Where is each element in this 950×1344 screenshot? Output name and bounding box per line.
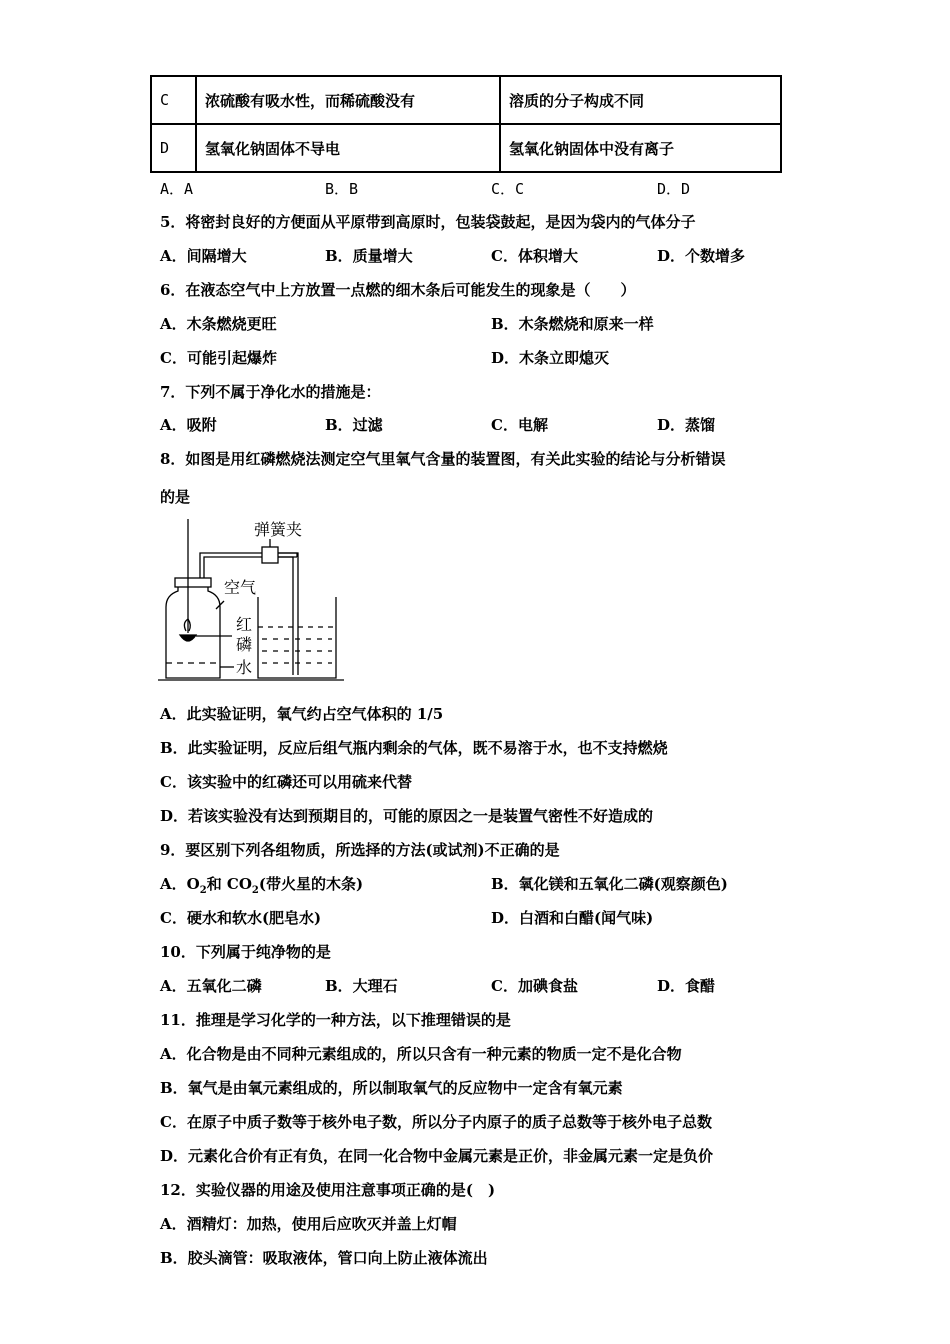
table-row (151, 76, 781, 124)
q8-option-d: D．若该实验没有达到预期目的，可能的原因之一是装置气密性不好造成的 (160, 807, 654, 825)
air-label: 空气 (224, 580, 257, 597)
phosphorus-label-2: 磷 (236, 637, 253, 654)
q6-stem: 6．在液态空气中上方放置一点燃的细木条后可能发生的现象是（ ） (160, 281, 636, 299)
q10-stem: 10．下列属于纯净物的是 (160, 943, 331, 961)
q6-option-a: A．木条燃烧更旺 (160, 315, 277, 333)
row-reason: 氢氧化钠固体中没有离子 (500, 124, 781, 172)
q11-option-b: B．氧气是由氧元素组成的，所以制取氧气的反应物中一定含有氧元素 (160, 1079, 623, 1097)
q4-option-c: C．C (491, 180, 525, 198)
spring-clamp (262, 547, 278, 563)
q5-option-c: C．体积增大 (491, 247, 578, 265)
q7-stem: 7．下列不属于净化水的措施是： (160, 383, 381, 401)
q9-a-subscript: 2 (251, 885, 259, 896)
q12-option-a: A．酒精灯：加热，使用后应吹灭并盖上灯帽 (160, 1215, 457, 1233)
q10-option-d: D．食醋 (657, 977, 716, 995)
row-fact: 氢氧化钠固体不导电 (196, 124, 500, 172)
q4-option-b: B．B (325, 180, 359, 198)
flame (184, 619, 190, 631)
q8-stem: 8．如图是用红磷燃烧法测定空气里氧气含量的装置图，有关此实验的结论与分析错误 (160, 450, 726, 468)
q9-a-text: 和 CO (206, 875, 252, 893)
row-label: C (151, 76, 196, 124)
q5-option-a: A．间隔增大 (160, 247, 247, 265)
q8-option-c: C．该实验中的红磷还可以用硫来代替 (160, 773, 412, 791)
q9-stem: 9．要区别下列各组物质，所选择的方法(或试剂)不正确的是 (160, 841, 560, 859)
q9-option-d: D．白酒和白醋(闻气味) (491, 909, 654, 927)
q9-a-text: A．O (160, 875, 200, 893)
q4-option-d: D．D (657, 180, 691, 198)
q12-stem: 12．实验仪器的用途及使用注意事项正确的是( ) (160, 1181, 496, 1199)
q7-option-d: D．蒸馏 (657, 416, 716, 434)
q10-option-a: A．五氧化二磷 (160, 977, 262, 995)
q5-option-b: B．质量增大 (325, 247, 413, 265)
q11-option-a: A．化合物是由不同种元素组成的，所以只含有一种元素的物质一定不是化合物 (160, 1045, 682, 1063)
q5-stem: 5．将密封良好的方便面从平原带到高原时，包装袋鼓起，是因为袋内的气体分子 (160, 213, 696, 231)
q11-stem: 11．推理是学习化学的一种方法，以下推理错误的是 (160, 1011, 511, 1029)
tube-right-inner (278, 557, 293, 675)
q7-option-b: B．过滤 (325, 416, 383, 434)
q6-option-c: C．可能引起爆炸 (160, 349, 277, 367)
q8-option-b: B．此实验证明，反应后组气瓶内剩余的气体，既不易溶于水，也不支持燃烧 (160, 739, 668, 757)
q9-option-b: B．氧化镁和五氧化二磷(观察颜色) (491, 875, 728, 893)
q6-option-b: B．木条燃烧和原来一样 (491, 315, 654, 333)
q12-option-b: B．胶头滴管：吸取液体，管口向上防止液体流出 (160, 1249, 488, 1267)
q9-option-a (160, 873, 363, 896)
q11-option-c: C．在原子中质子数等于核外电子数，所以分子内原子的质子总数等于核外电子总数 (160, 1113, 712, 1131)
q9-a-subscript: 2 (199, 885, 207, 896)
phosphorus-label-1: 红 (236, 617, 253, 634)
q8-stem-cont: 的是 (160, 488, 191, 506)
apparatus-figure (158, 515, 348, 687)
q10-option-b: B．大理石 (325, 977, 398, 995)
comparison-table (150, 75, 782, 173)
q5-option-d: D．个数增多 (657, 247, 746, 265)
q9-option-c: C．硬水和软水(肥皂水) (160, 909, 322, 927)
q6-option-d: D．木条立即熄灭 (491, 349, 610, 367)
table-row (151, 124, 781, 172)
beaker (258, 597, 336, 678)
row-reason: 溶质的分子构成不同 (500, 76, 781, 124)
water-label: 水 (236, 660, 253, 677)
combustion-spoon (180, 635, 196, 641)
tube-inner (204, 557, 297, 578)
q10-option-c: C．加碘食盐 (491, 977, 578, 995)
q9-a-text: (带火星的木条) (258, 875, 364, 893)
row-fact: 浓硫酸有吸水性，而稀硫酸没有 (196, 76, 500, 124)
q7-option-a: A．吸附 (160, 416, 217, 434)
q11-option-d: D．元素化合价有正有负，在同一化合物中金属元素是正价，非金属元素一定是负价 (160, 1147, 714, 1165)
q8-option-a: A．此实验证明，氧气约占空气体积的 1/5 (160, 705, 444, 723)
q4-option-a: A．A (160, 180, 194, 198)
flask (166, 585, 220, 678)
row-label: D (151, 124, 196, 172)
clamp-label: 弹簧夹 (254, 522, 303, 539)
tube-right-outer (278, 553, 298, 675)
q7-option-c: C．电解 (491, 416, 548, 434)
stopper (175, 578, 211, 587)
